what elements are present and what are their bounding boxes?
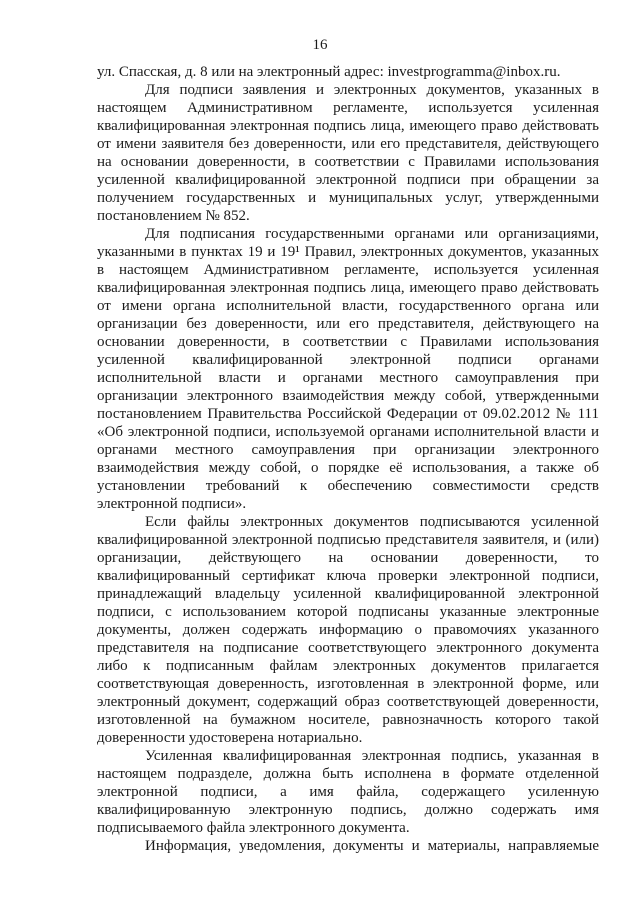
paragraph-signature-applicant: Для подписи заявления и электронных документов, указанных в настоящем Административном регламенте, используется усиленная квалифицированная электронная подпись лица, имеющего право действовать от имени заявителя без доверенности, или его представителя, действующего на основании доверенности, в соответствии с Правилами использования усиленной квалифицированной электронной подписи при обращении за получением государственных и муниципальных услуг, утвержденными постановлением № 852. [97, 82, 599, 224]
page-number: 16 [312, 37, 328, 53]
paragraph-detached-signature: Усиленная квалифицированная электронная подпись, указанная в настоящем подразделе, должна быть исполнена в формате отделенной электронной подписи, а имя файла, содержащего усиленную квалифицированную электронную подпись, должно содержать имя подписываемого файла электронного документа. [97, 748, 599, 836]
paragraph-address: ул. Спасская, д. 8 или на электронный адрес: investprogramma@inbox.ru. [97, 64, 561, 80]
paragraph-representative-certificate: Если файлы электронных документов подписываются усиленной квалифицированной электронной подписью представителя заявителя, и (или) организации, действующего на основании доверенности, то квалифицированный сертификат ключа проверки электронной подписи, принадлежащий владельцу усиленной квалифицированной электронной подписи, с использованием которой подписаны указанные электронные документы, должен содержать информацию о правомочиях указанного представителя на подписание соответствующего электронного документа либо к подписанным файлам электронных документов прилагается соответствующая доверенность, изготовленная в электронной форме, или электронный документ, содержащий образ соответствующей доверенности, изготовленной на бумажном носителе, равнозначность которого такой доверенности удостоверена нотариально. [97, 514, 599, 746]
paragraph-signature-organizations: Для подписания государственными органами или организациями, указанными в пунктах 19 и 19¹ Правил, электронных документов, указанных в настоящем Административном регламенте, используется усиленная квалифицированная электронная подпись лица, имеющего право действовать от имени органа исполнительной власти, государственного органа или организации без доверенности, или его представителя, действующего на основании доверенности, в соответствии с Правилами использования усиленной квалифицированной электронной подписи органами исполнительной власти и органами местного самоуправления при организации электронного взаимодействия между собой, утвержденными постановлением Правительства Российской Федерации от 09.02.2012 № 111 «Об электронной подписи, используемой органами исполнительной власти и органами местного самоуправления при организации электронного взаимодействия между собой, о порядке её использования, а также об установлении требований к обеспечению совместимости средств электронной подписи». [97, 226, 599, 512]
paragraph-information-notices: Информация, уведомления, документы и материалы, направляемые [145, 838, 599, 854]
document-body [97, 63, 599, 855]
